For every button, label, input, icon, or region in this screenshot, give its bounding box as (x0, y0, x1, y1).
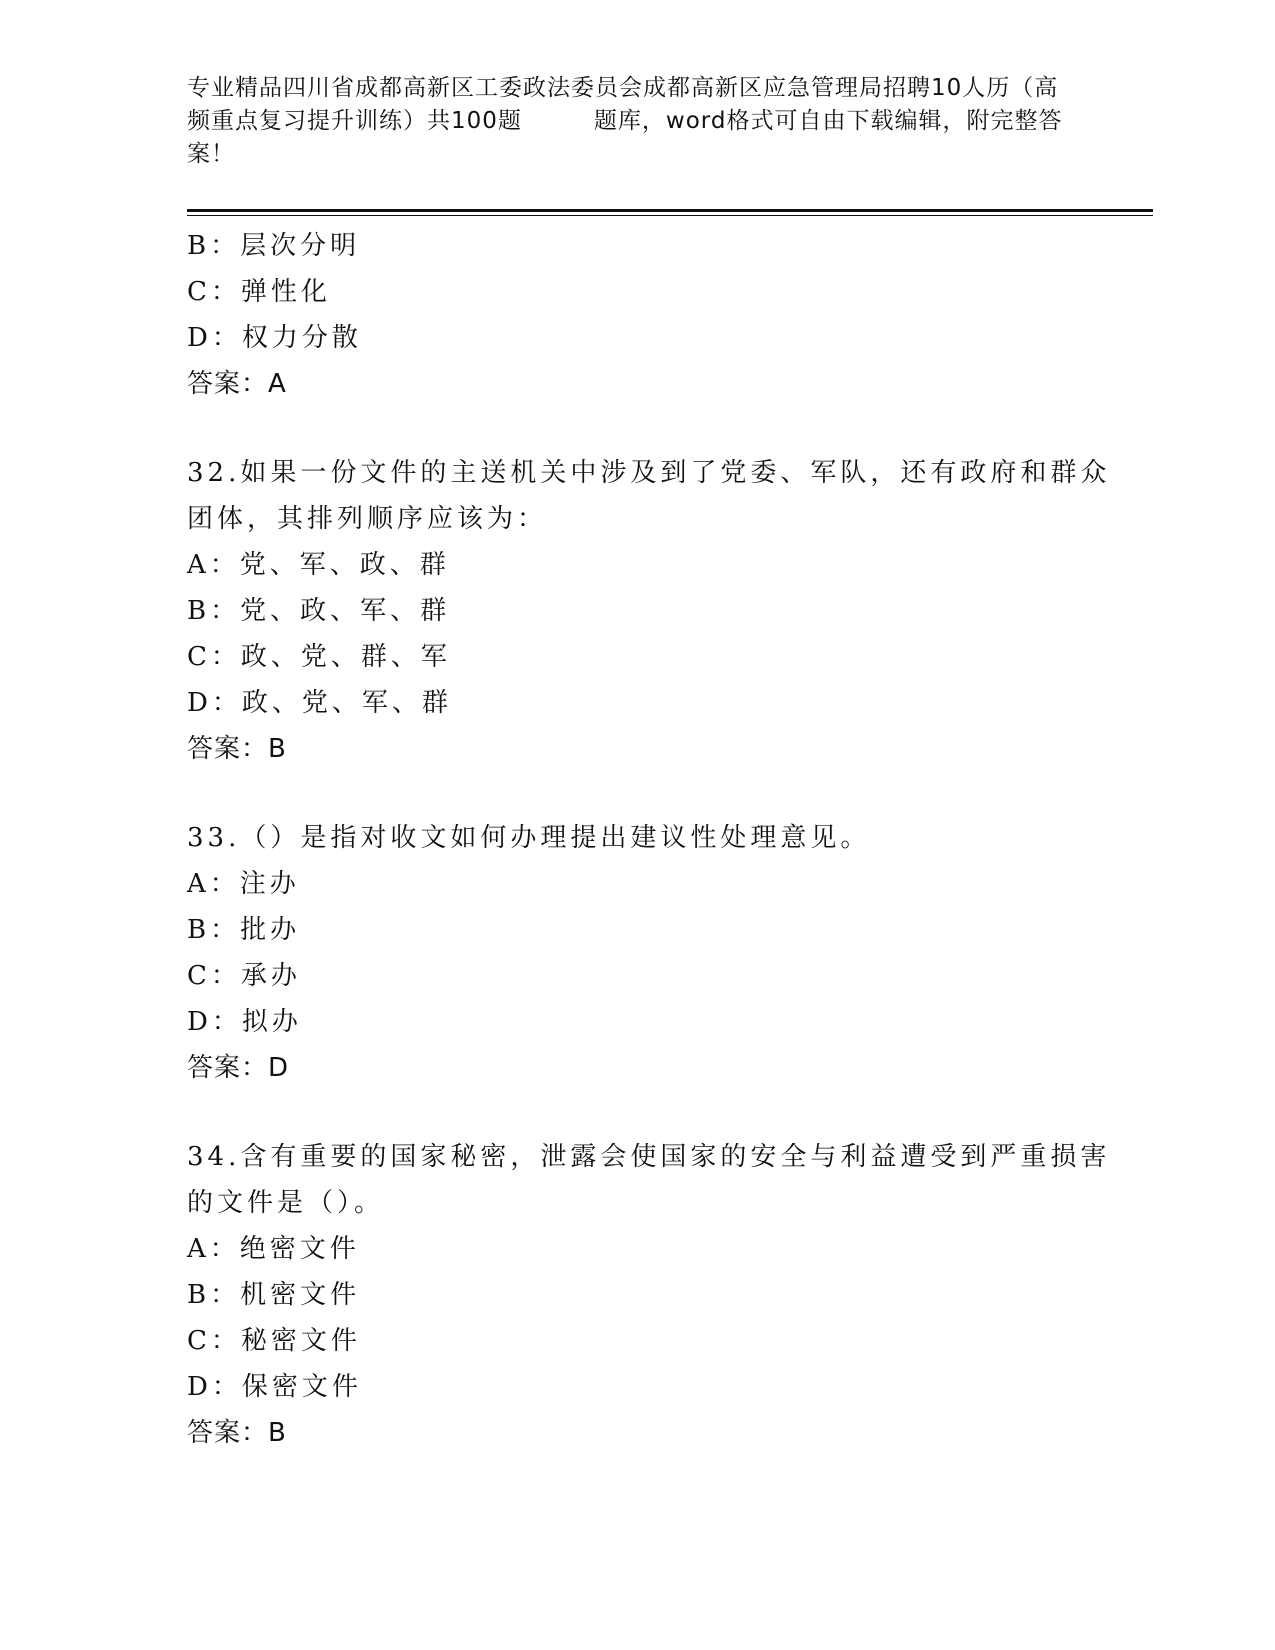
question-spacer (187, 1091, 1087, 1134)
header-rule-thin (187, 215, 1153, 216)
option-c: C：弹性化 (187, 277, 331, 307)
question-32 (187, 450, 1111, 772)
question-34 (187, 1134, 1111, 1456)
option-d: D：保密文件 (187, 1372, 362, 1402)
answer-line: 答案：D (187, 1053, 290, 1083)
option-c: C：承办 (187, 961, 301, 991)
header-title-part1: 专业精品四川省成都高新区工委政法委员会成都高新区应急管理局招聘10人历（高频重点复习提升训练）共100题 (187, 75, 1059, 134)
option-b: B：机密文件 (187, 1280, 361, 1310)
document-header (187, 72, 1067, 171)
option-b: B：层次分明 (187, 231, 361, 261)
answer-line: 答案：B (187, 1418, 287, 1448)
option-a: A：绝密文件 (187, 1234, 360, 1264)
option-d: D：拟办 (187, 1007, 302, 1037)
answer-line: 答案：A (187, 369, 287, 399)
option-c: C：秘密文件 (187, 1326, 361, 1356)
option-b: B：批办 (187, 915, 301, 945)
question-text-continued: 团体，其排列顺序应该为： (187, 504, 548, 534)
question-spacer (187, 407, 1087, 450)
question-text: 33.（）是指对收文如何办理提出建议性处理意见。 (187, 823, 871, 853)
option-d: D：政、党、军、群 (187, 688, 452, 718)
question-spacer (187, 772, 1087, 815)
option-b: B：党、政、军、群 (187, 596, 451, 626)
question-list (187, 223, 1111, 1456)
answer-line: 答案：B (187, 734, 287, 764)
option-a: A：党、军、政、群 (187, 550, 450, 580)
option-a: A：注办 (187, 869, 300, 899)
question-text: 34.含有重要的国家秘密，泄露会使国家的安全与利益遭受到严重损害 (187, 1142, 1111, 1172)
question-31-partial (187, 223, 1087, 407)
question-text-continued: 的文件是（）。 (187, 1188, 385, 1218)
header-rule-thick (187, 209, 1153, 212)
option-c: C：政、党、群、军 (187, 642, 451, 672)
option-d: D：权力分散 (187, 323, 362, 353)
question-33 (187, 815, 1087, 1091)
header-title-part2: 题库，word格式可自由下载编辑，附完整答案！ (187, 108, 1063, 167)
question-text: 32.如果一份文件的主送机关中涉及到了党委、军队，还有政府和群众 (187, 458, 1111, 488)
